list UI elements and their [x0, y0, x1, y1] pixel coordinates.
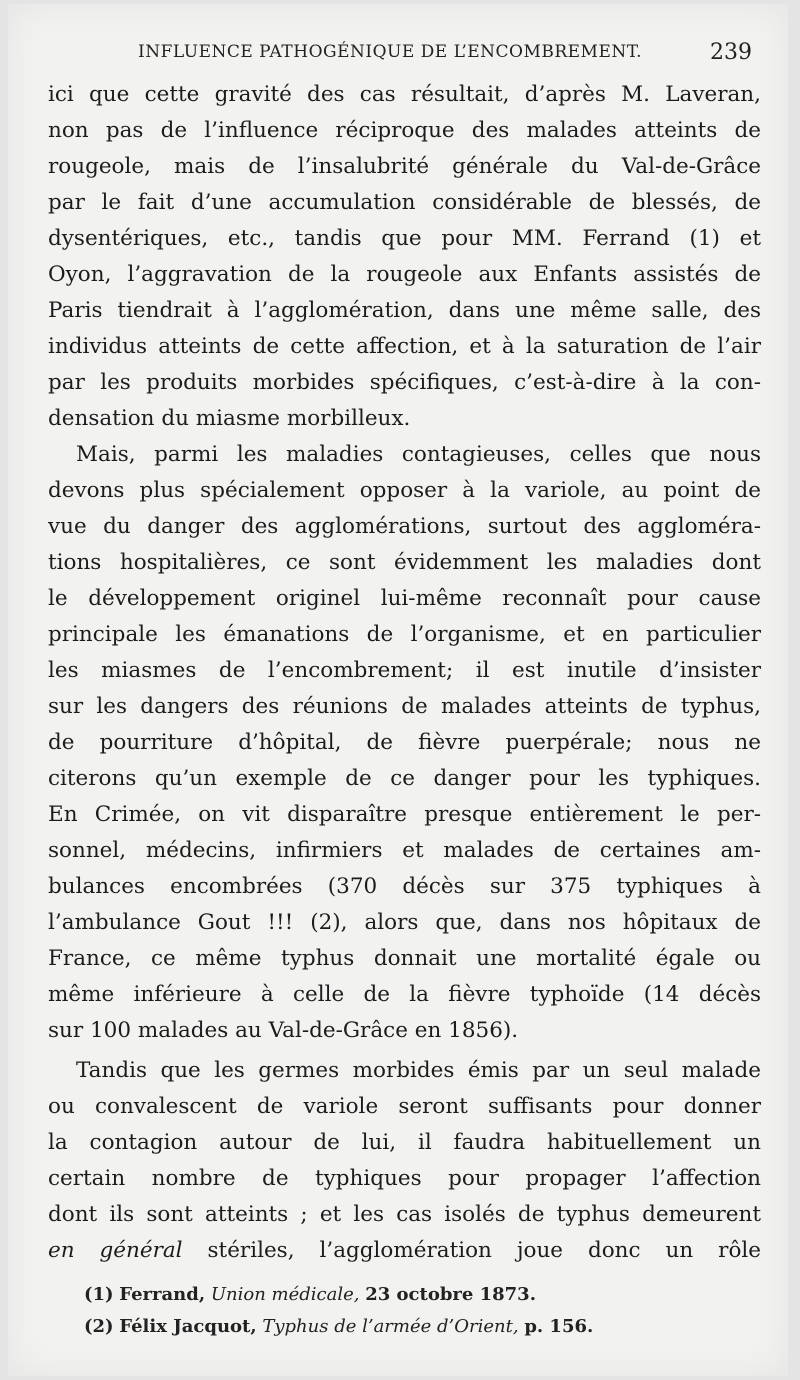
text-line: par les produits morbides spécifiques, c’est-à-dire à la con- [48, 370, 761, 395]
paragraph-start-line: Tandis que les germes morbides émis par un seul malade [76, 1058, 761, 1083]
page-number: 239 [710, 40, 752, 65]
footnote-work: Typhus de l’armée d’Orient, [262, 1316, 519, 1337]
italic-phrase: en général [48, 1238, 183, 1263]
text-line: Paris tiendrait à l’agglomération, dans une même salle, des [48, 298, 761, 323]
text-line: non pas de l’influence réciproque des malades atteints de [48, 118, 761, 143]
running-title: INFLUENCE PATHOGÉNIQUE DE L’ENCOMBREMENT. [138, 42, 642, 62]
text-line: sur les dangers des réunions de malades atteints de typhus, [48, 694, 761, 719]
footnote-detail: 23 octobre 1873. [365, 1284, 536, 1305]
text-line: sur 100 malades au Val-de-Grâce en 1856). [48, 1018, 519, 1043]
text-line: principale les émanations de l’organisme, et en particulier [48, 622, 761, 647]
text-line: certain nombre de typhiques pour propager l’affection [48, 1166, 761, 1191]
text-line: densation du miasme morbilleux. [48, 406, 411, 431]
text-line: rougeole, mais de l’insalubrité générale du Val-de-Grâce [48, 154, 761, 179]
text-line: même inférieure à celle de la fièvre typhoïde (14 décès [48, 982, 761, 1007]
text-line: tions hospitalières, ce sont évidemment les maladies dont [48, 550, 761, 575]
text-line: France, ce même typhus donnait une mortalité égale ou [48, 946, 761, 971]
text-line: bulances encombrées (370 décès sur 375 typhiques à [48, 874, 761, 899]
text-line: le développement originel lui-même reconnaît pour cause [48, 586, 761, 611]
text-line: l’ambulance Gout !!! (2), alors que, dans nos hôpitaux de [48, 910, 761, 935]
text-line: devons plus spécialement opposer à la variole, au point de [48, 478, 761, 503]
text-line: de pourriture d’hôpital, de fièvre puerpérale; nous ne [48, 730, 761, 755]
text-line: ou convalescent de variole seront suffisants pour donner [48, 1094, 761, 1119]
text-fragment: stériles, l’agglomération joue donc un rôle [182, 1238, 761, 1263]
text-line: la contagion autour de lui, il faudra habituellement un [48, 1130, 761, 1155]
text-line [48, 1234, 761, 1268]
text-line: par le fait d’une accumulation considérable de blessés, de [48, 190, 761, 215]
text-line: ici que cette gravité des cas résultait, d’après M. Laveran, [48, 82, 761, 107]
text-line: En Crimée, on vit disparaître presque entièrement le per- [48, 802, 761, 827]
text-line: citerons qu’un exemple de ce danger pour les typhiques. [48, 766, 761, 791]
footnote-2 [84, 1312, 593, 1342]
footnote-detail: p. 156. [524, 1316, 594, 1337]
footnote-label: (2) [84, 1316, 114, 1337]
footnote-author: Ferrand, [119, 1284, 206, 1305]
footnote-1 [84, 1280, 536, 1310]
text-line: sonnel, médecins, infirmiers et malades de certaines am- [48, 838, 761, 863]
footnote-author: Félix Jacquot, [119, 1316, 257, 1337]
footnote-work: Union médicale, [210, 1284, 360, 1305]
text-line: individus atteints de cette affection, et à la saturation de l’air [48, 334, 761, 359]
book-page [8, 4, 788, 1376]
footnote-label: (1) [84, 1284, 114, 1305]
text-line: dont ils sont atteints ; et les cas isolés de typhus demeurent [48, 1202, 761, 1227]
text-line: vue du danger des agglomérations, surtout des aggloméra- [48, 514, 761, 539]
paragraph-start-line: Mais, parmi les maladies contagieuses, celles que nous [76, 442, 761, 467]
text-line: Oyon, l’aggravation de la rougeole aux Enfants assistés de [48, 262, 761, 287]
text-line: les miasmes de l’encombrement; il est inutile d’insister [48, 658, 761, 683]
text-line: dysentériques, etc., tandis que pour MM. Ferrand (1) et [48, 226, 761, 251]
